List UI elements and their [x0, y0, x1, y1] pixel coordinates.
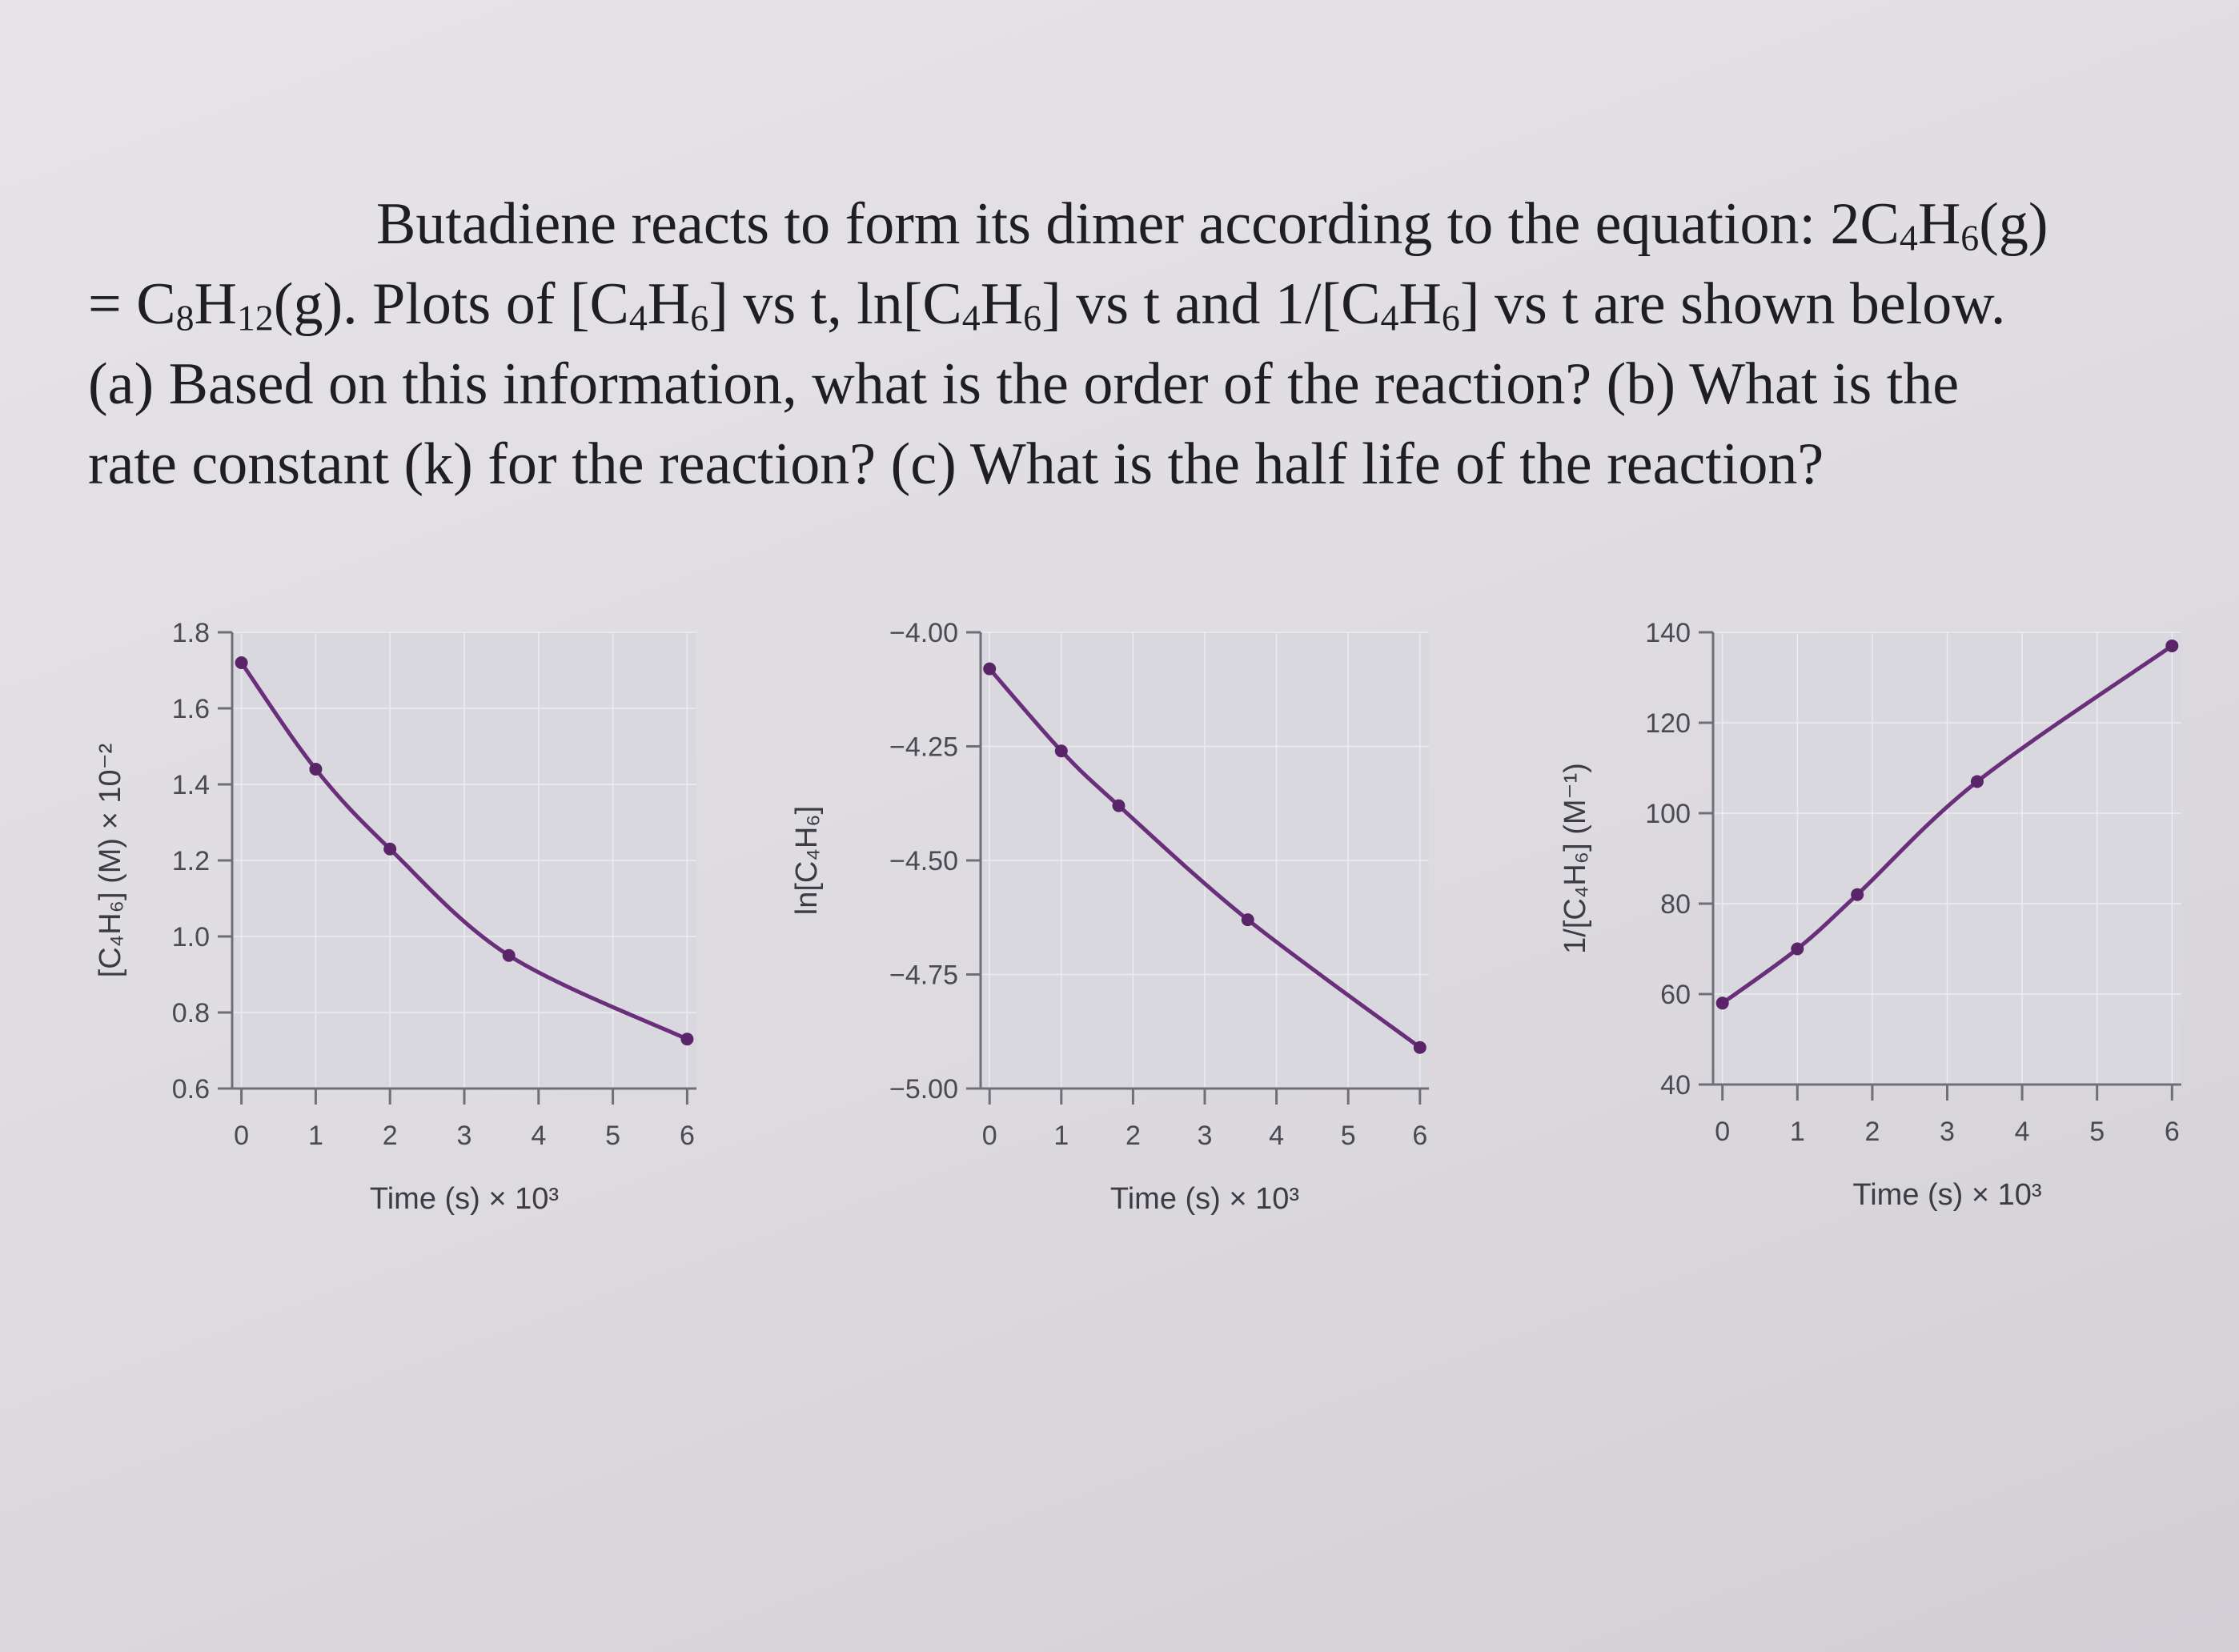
- data-point: [1055, 744, 1068, 757]
- data-point: [1112, 800, 1125, 812]
- y-tick-label: 1.2: [171, 846, 210, 876]
- x-tick-label: 0: [981, 1121, 997, 1151]
- x-tick-label: 6: [2164, 1117, 2180, 1147]
- y-tick-label: −4.00: [889, 618, 958, 648]
- x-axis-title: Time (s) × 10³: [1109, 1182, 1300, 1216]
- x-tick-label: 2: [1125, 1121, 1141, 1151]
- y-axis-title: [C₄H₆] (M) × 10⁻²: [94, 743, 127, 978]
- data-point: [309, 763, 322, 776]
- x-axis-title: Time (s) × 10³: [1852, 1178, 2042, 1212]
- y-tick-label: 1.4: [171, 770, 210, 800]
- data-point: [2165, 640, 2178, 652]
- x-tick-label: 0: [1715, 1117, 1731, 1147]
- question-line-1: Butadiene reacts to form its dimer according to the equation: $2C_4H_6(g)$: [376, 191, 2048, 259]
- y-tick-label: 1.0: [171, 922, 210, 952]
- x-tick-label: 2: [1864, 1117, 1880, 1147]
- question-text: [88, 184, 2169, 504]
- data-point: [983, 663, 996, 676]
- y-tick-label: 40: [1660, 1070, 1691, 1101]
- x-tick-label: 1: [307, 1121, 323, 1151]
- data-point: [1716, 996, 1729, 1009]
- y-tick-label: −4.25: [889, 732, 958, 763]
- y-tick-label: −4.50: [889, 846, 958, 876]
- chart-1: [94, 618, 696, 1216]
- x-tick-label: 3: [1940, 1117, 1955, 1147]
- chart-3: [1559, 618, 2181, 1212]
- x-tick-label: 6: [679, 1121, 695, 1151]
- x-tick-label: 4: [2014, 1117, 2030, 1147]
- x-tick-label: 5: [1340, 1121, 1356, 1151]
- data-point: [1414, 1041, 1426, 1054]
- y-tick-label: 80: [1660, 889, 1691, 920]
- data-point: [1971, 775, 1984, 788]
- x-axis-title: Time (s) × 10³: [369, 1182, 560, 1216]
- x-tick-label: 1: [1789, 1117, 1805, 1147]
- chart-2: [790, 618, 1429, 1216]
- y-tick-label: 0.8: [171, 998, 210, 1028]
- x-tick-label: 1: [1053, 1121, 1069, 1151]
- y-tick-label: 60: [1660, 980, 1691, 1010]
- y-tick-label: 1.8: [171, 618, 210, 648]
- y-tick-label: −4.75: [889, 960, 958, 991]
- y-axis-title: ln[C₄H₆]: [790, 805, 824, 916]
- y-tick-label: 120: [1645, 708, 1691, 739]
- question-line-4: rate constant (k) for the reaction? (c) What is the half life of the reaction?: [88, 431, 1824, 497]
- y-axis-title: 1/[C₄H₆] (M⁻¹): [1559, 763, 1592, 954]
- data-point: [383, 843, 396, 856]
- data-point: [1791, 943, 1804, 956]
- x-tick-label: 3: [1197, 1121, 1213, 1151]
- y-tick-label: −5.00: [889, 1074, 958, 1105]
- x-tick-label: 3: [456, 1121, 472, 1151]
- x-tick-label: 4: [1269, 1121, 1285, 1151]
- x-tick-label: 5: [2089, 1117, 2105, 1147]
- charts-area: [0, 560, 2239, 1281]
- data-point: [235, 656, 248, 669]
- y-tick-label: 100: [1645, 799, 1691, 829]
- y-tick-label: 0.6: [171, 1074, 210, 1105]
- question-line-3: (a) Based on this information, what is the order of the reaction? (b) What is the: [88, 351, 1960, 417]
- x-tick-label: 4: [531, 1121, 547, 1151]
- data-point: [680, 1032, 693, 1045]
- data-point: [1851, 888, 1864, 901]
- x-tick-label: 5: [605, 1121, 621, 1151]
- y-tick-label: 1.6: [171, 694, 210, 724]
- x-tick-label: 6: [1412, 1121, 1428, 1151]
- x-tick-label: 0: [234, 1121, 250, 1151]
- x-tick-label: 2: [382, 1121, 398, 1151]
- y-tick-label: 140: [1645, 618, 1691, 648]
- data-point: [503, 949, 516, 962]
- question-line-2: = $C_8H_{12}(g)$. Plots of $[C_4H_6]$ vs t, $\ln[C_4H_6]$ vs t and $1/[C_4H_6]$ vs t are shown below.: [88, 271, 2006, 339]
- data-point: [1242, 913, 1254, 926]
